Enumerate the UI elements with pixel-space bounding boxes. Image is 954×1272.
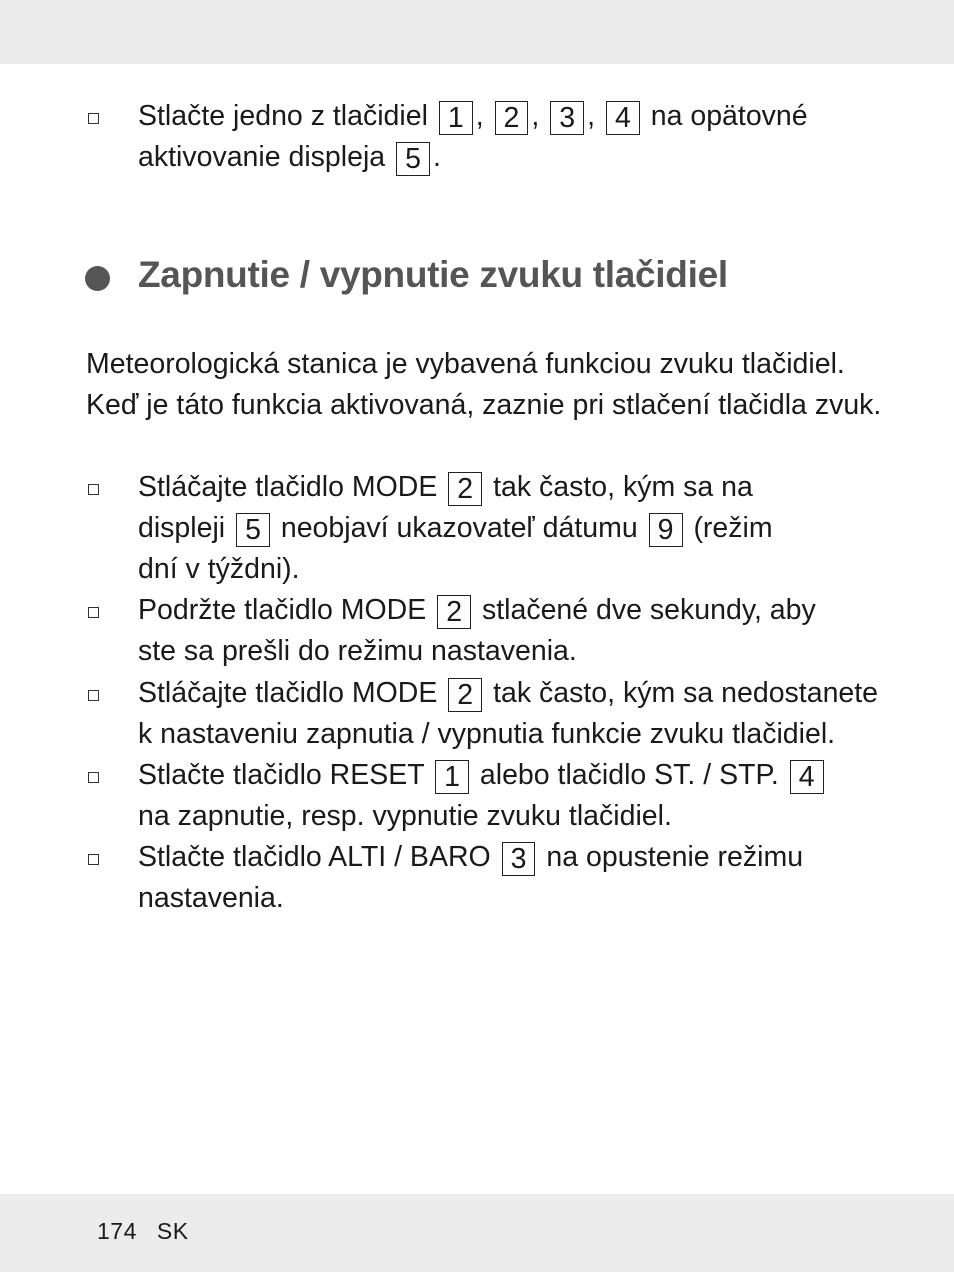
step-line <box>138 590 816 631</box>
bullet-checkbox-icon <box>88 690 99 701</box>
step-text: Stláčajte tlačidlo MODE <box>138 677 438 709</box>
button-ref-box: 2 <box>448 678 482 712</box>
step-text: neobjaví ukazovateľ dátumu <box>280 512 638 544</box>
button-ref-box: 4 <box>606 101 640 135</box>
step-line <box>138 673 878 714</box>
step-text: Stlačte tlačidlo ALTI / BARO <box>138 841 491 873</box>
intro-line: Meteorologická stanica je vybavená funkciou zvuku tlačidiel. <box>86 348 845 380</box>
section-heading: Zapnutie / vypnutie zvuku tlačidiel <box>138 254 728 295</box>
step-text: tak často, kým sa nedostanete <box>493 677 879 709</box>
bullet-checkbox-icon <box>88 484 99 495</box>
bullet-checkbox-icon <box>88 772 99 783</box>
instruction-text: na opätovné <box>650 100 808 132</box>
step-line <box>138 467 753 508</box>
step-text: tak často, kým sa na <box>493 471 753 503</box>
indicator-ref-box: 9 <box>649 513 683 547</box>
step-line <box>138 755 827 796</box>
instruction-line <box>138 137 441 178</box>
step-text: (režim <box>693 512 773 544</box>
button-ref-box: 3 <box>502 842 536 876</box>
button-ref-box: 3 <box>550 101 584 135</box>
step-line: na zapnutie, resp. vypnutie zvuku tlačidiel. <box>138 800 672 832</box>
instruction-text: . <box>432 141 441 173</box>
step-text: Stláčajte tlačidlo MODE <box>138 471 438 503</box>
button-ref-box: 4 <box>790 760 824 794</box>
step-line <box>138 837 803 878</box>
button-ref-box: 2 <box>495 101 529 135</box>
page-number: 174 <box>97 1218 137 1244</box>
step-line: dní v týždni). <box>138 553 300 585</box>
bullet-checkbox-icon <box>88 113 99 124</box>
instruction-line <box>138 96 808 137</box>
step-line: ste sa prešli do režimu nastavenia. <box>138 635 577 667</box>
step-line: k nastaveniu zapnutia / vypnutia funkcie zvuku tlačidiel. <box>138 718 836 750</box>
instruction-text: Stlačte jedno z tlačidiel <box>138 100 428 132</box>
step-text: na opustenie režimu <box>546 841 804 873</box>
button-ref-box: 1 <box>439 101 473 135</box>
step-text: displeji <box>138 512 226 544</box>
step-text: stlačené dve sekundy, aby <box>481 594 816 626</box>
button-ref-box: 2 <box>448 472 482 506</box>
page-footer <box>97 1218 189 1245</box>
intro-line: Keď je táto funkcia aktivovaná, zaznie pri stlačení tlačidla zvuk. <box>86 389 882 421</box>
heading-bullet-icon <box>85 266 110 291</box>
separator: , <box>475 100 484 132</box>
step-line: nastavenia. <box>138 882 284 914</box>
step-text: Stlačte tlačidlo RESET <box>138 759 425 791</box>
language-code: SK <box>156 1218 189 1244</box>
step-text: alebo tlačidlo ST. / STP. <box>479 759 779 791</box>
instruction-text: aktivovanie displeja <box>138 141 386 173</box>
step-line <box>138 508 773 549</box>
button-ref-box: 1 <box>435 760 469 794</box>
separator: , <box>587 100 596 132</box>
button-ref-box: 2 <box>437 595 471 629</box>
step-text: Podržte tlačidlo MODE <box>138 594 427 626</box>
header-band <box>0 0 954 64</box>
display-ref-box: 5 <box>396 142 430 176</box>
bullet-checkbox-icon <box>88 607 99 618</box>
separator: , <box>531 100 540 132</box>
display-ref-box: 5 <box>236 513 270 547</box>
bullet-checkbox-icon <box>88 854 99 865</box>
